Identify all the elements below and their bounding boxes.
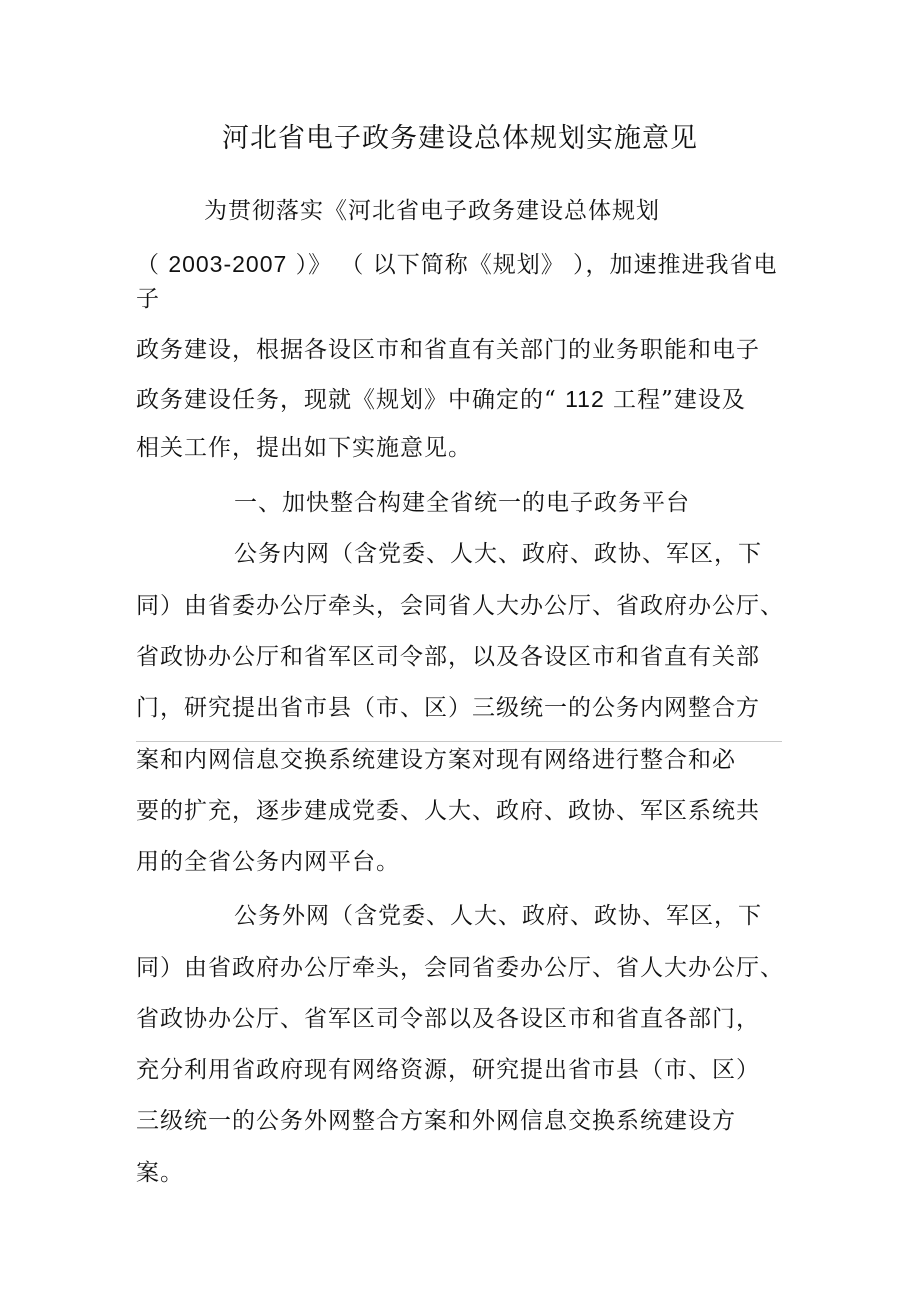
intranet-line-3: 省政协办公厅和省军区司令部，以及各设区市和省直有关部 — [136, 644, 760, 670]
intro-line-5-end: 工程”建设及 — [604, 387, 746, 413]
intro-year-range: 2003-2007 — [168, 251, 288, 277]
extranet-line-5: 三级统一的公务外网整合方案和外网信息交换系统建设方 — [136, 1108, 736, 1134]
extranet-line-2: 同）由省政府办公厅牵头，会同省委办公厅、省人大办公厅、 — [136, 955, 784, 981]
divider-line — [136, 741, 782, 742]
extranet-line-1: 公务外网（含党委、人大、政府、政协、军区，下 — [234, 903, 762, 929]
intro-line-5-start: 政务建设任务，现就《规划》中确定的“ — [136, 387, 566, 413]
intro-line-6: 相关工作，提出如下实施意见。 — [136, 435, 472, 461]
intranet-line-4: 门，研究提出省市县（市、区）三级统一的公务内网整合方 — [136, 695, 760, 721]
intranet-line-7: 用的全省公务内网平台。 — [136, 849, 400, 875]
intranet-line-5: 案和内网信息交换系统建设方案对现有网络进行整合和必 — [136, 747, 736, 773]
section-heading-1: 一、加快整合构建全省统一的电子政务平台 — [234, 490, 690, 516]
intranet-line-6: 要的扩充，逐步建成党委、人大、政府、政协、军区系统共 — [136, 798, 760, 824]
intro-line-2-rest: ）》 （ 以下简称《规划》 ），加速推进我省电 — [287, 252, 778, 278]
intro-project-number: 112 — [565, 386, 605, 412]
intranet-line-1: 公务内网（含党委、人大、政府、政协、军区，下 — [234, 541, 762, 567]
intro-line-1: 为贯彻落实《河北省电子政务建设总体规划 — [204, 198, 660, 224]
extranet-line-6: 案。 — [136, 1160, 184, 1186]
intro-line-2 — [136, 249, 778, 280]
intro-line-5 — [136, 384, 746, 415]
extranet-line-4: 充分利用省政府现有网络资源，研究提出省市县（市、区） — [136, 1057, 760, 1083]
extranet-line-3: 省政协办公厅、省军区司令部以及各设区市和省直各部门， — [136, 1006, 760, 1032]
intranet-line-2: 同）由省委办公厅牵头，会同省人大办公厅、省政府办公厅、 — [136, 593, 784, 619]
intro-line-4: 政务建设，根据各设区市和省直有关部门的业务职能和电子 — [136, 337, 760, 363]
intro-open-paren: （ — [136, 252, 169, 278]
page-title: 河北省电子政务建设总体规划实施意见 — [222, 123, 698, 154]
intro-line-3: 子 — [136, 286, 160, 312]
